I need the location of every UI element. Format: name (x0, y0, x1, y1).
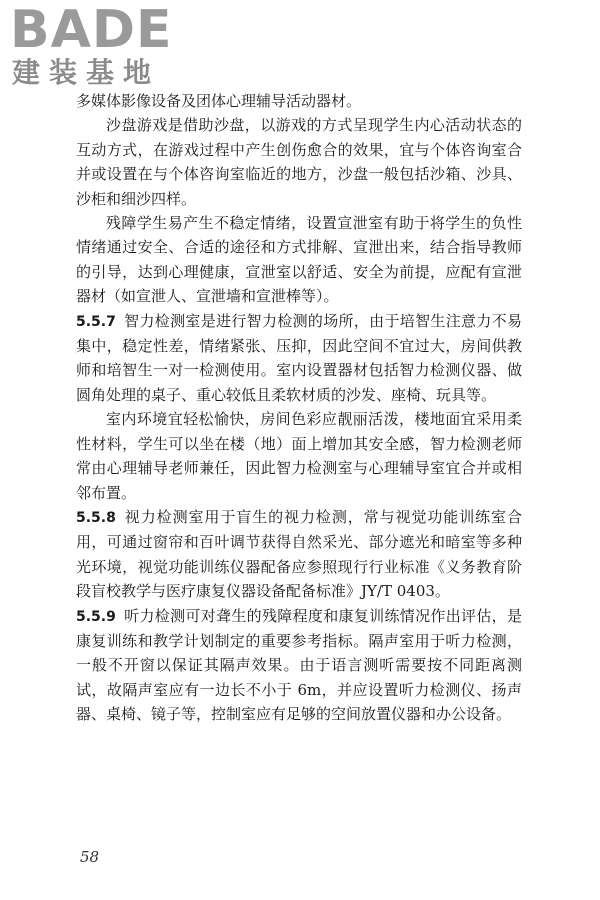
paragraph-indoor-environment (76, 407, 522, 505)
paragraph-text: 听力检测可对聋生的残障程度和康复训练情况作出评估，是康复训练和教学计划制定的重要参考指标。隔声室用于听力检测，一般不开窗以保证其隔声效果。由于语言测听需要按不同距离测试，故隔声室应有一边长不小于 6m，并应设置听力检测仪、扬声器、桌椅、镜子等，控制室应有足够的空间放置仪器和办公设备。 (76, 606, 522, 724)
paragraph-text: 多媒体影像设备及团体心理辅导活动器材。 (76, 92, 362, 110)
paragraph-text: 沙盘游戏是借助沙盘，以游戏的方式呈现学生内心活动状态的互动方式，在游戏过程中产生创伤愈合的效果，宜与个体咨询室合并或设置在与个体咨询室临近的地方，沙盘一般包括沙箱、沙具、沙柜和细沙四样。 (76, 116, 522, 208)
paragraph-text: 室内环境宜轻松愉快，房间色彩应靓丽活泼，楼地面宜采用柔性材料，学生可以坐在楼（地）面上增加其安全感，智力检测老师常由心理辅导老师兼任，因此智力检测室与心理辅导室宜合并或相邻布置。 (76, 410, 522, 502)
section-number: 5.5.8 (76, 509, 116, 526)
paragraph-text: 残障学生易产生不稳定情绪，设置宣泄室有助于将学生的负性情绪通过安全、合适的途径和方式排解、宣泄出来，结合指导教师的引导，达到心理健康，宣泄室以舒适、安全为前提，应配有宣泄器材（如宣泄人、宣泄墙和宣泄棒等）。 (76, 214, 522, 306)
section-5-5-9 (76, 604, 522, 727)
page-number: 58 (80, 848, 100, 866)
section-5-5-7 (76, 309, 522, 408)
section-5-5-8 (76, 505, 522, 604)
logo-wordmark: BADE (10, 0, 173, 60)
section-number: 5.5.9 (76, 608, 116, 625)
paragraph-text: 视力检测室用于盲生的视力检测，常与视觉功能训练室合用，可通过窗帘和百叶调节获得自然采光、部分遮光和暗室等多种光环境，视觉功能训练仪器配备应参照现行行业标准《义务教育阶段盲校教学与医疗康复仪器设备配备标准》JY/T 0403。 (76, 507, 522, 601)
bade-logo (10, 2, 180, 94)
page-body (76, 89, 522, 727)
logo-subtitle: 建装基地 (12, 56, 161, 89)
paragraph-venting-room (76, 211, 522, 309)
paragraph-text: 智力检测室是进行智力检测的场所，由于培智生注意力不易集中，稳定性差，情绪紧张、压抑，因此空间不宜过大，房间供教师和培智生一对一检测使用。室内设置器材包括智力检测仪器、做圆角处理的桌子、重心较低且柔软材质的沙发、座椅、玩具等。 (76, 311, 522, 404)
section-number: 5.5.7 (76, 313, 116, 330)
paragraph-sand-play (76, 113, 522, 211)
paragraph-continuation (76, 89, 522, 113)
